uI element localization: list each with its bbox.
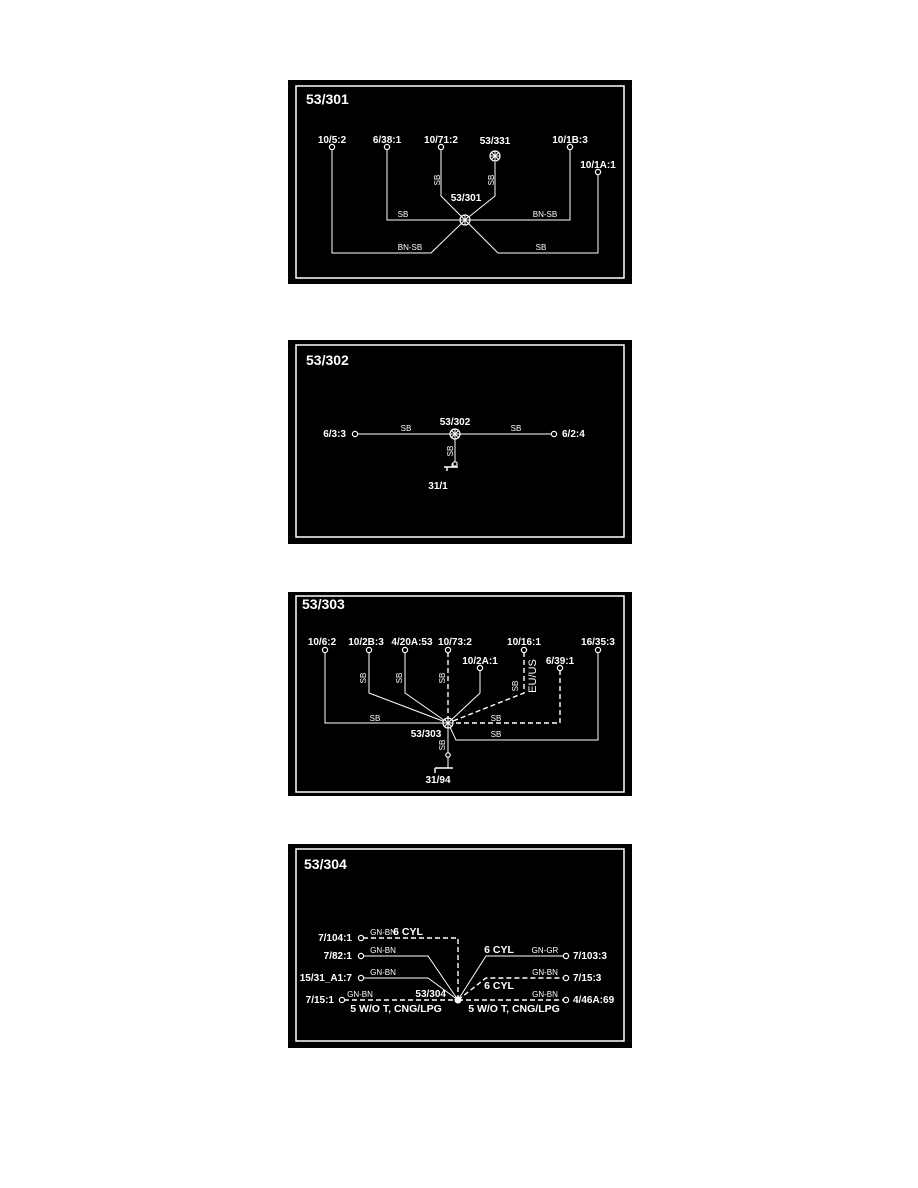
wire-4-20a-53 xyxy=(405,652,448,723)
diagram-panel-53-303 xyxy=(288,592,632,796)
wire-color: SB xyxy=(487,174,496,186)
connector-terminal xyxy=(521,647,526,652)
connector-terminal xyxy=(446,753,450,757)
connector-label: 10/16:1 xyxy=(507,637,541,648)
wire-10-2b-3 xyxy=(369,652,448,723)
connector-label: 16/35:3 xyxy=(581,637,615,648)
connector-label: 4/20A:53 xyxy=(391,637,433,648)
connector-label: 7/15:3 xyxy=(573,973,602,984)
wire-color: SB xyxy=(438,739,447,751)
panel-title: 53/304 xyxy=(304,856,347,872)
wire-color: SB xyxy=(369,714,381,723)
diagram-panel-53-302 xyxy=(288,340,632,544)
panel-title: 53/301 xyxy=(306,91,349,107)
connector-label: 6/39:1 xyxy=(545,656,575,667)
wiring-diagram-53-302 xyxy=(288,340,632,544)
wiring-diagram-53-301 xyxy=(288,80,632,284)
connector-terminal xyxy=(563,997,568,1002)
connector-terminal xyxy=(358,975,363,980)
condition-label: 6 CYL xyxy=(484,944,514,956)
splice-icon xyxy=(455,997,462,1004)
connector-label: 53/331 xyxy=(479,136,511,147)
wire-10-2a-1 xyxy=(448,670,480,723)
wire-color: BN-SB xyxy=(397,243,423,252)
condition-label: 5 W/O T, CNG/LPG xyxy=(350,1003,442,1015)
splice-label: 53/304 xyxy=(415,989,446,1000)
wire-6-39-1 xyxy=(448,670,560,723)
ground-icon xyxy=(444,467,458,471)
variant-label: EU/US xyxy=(527,659,539,693)
wire-10-5-2 xyxy=(332,149,465,253)
connector-label: 10/5:2 xyxy=(317,135,347,146)
connector-label: 6/2:4 xyxy=(562,429,585,440)
panel-title: 53/302 xyxy=(306,352,349,368)
connector-label: 10/1B:3 xyxy=(552,135,588,146)
wire-color: GN-BN xyxy=(532,990,558,999)
wire-color: SB xyxy=(400,424,412,433)
splice-icon xyxy=(450,429,460,439)
connector-label: 6/3:3 xyxy=(323,429,346,440)
connector-label: 7/103:3 xyxy=(573,951,607,962)
panel-border xyxy=(296,86,624,278)
wire-color: SB xyxy=(433,174,442,186)
splice-icon xyxy=(490,151,500,161)
connector-label: 4/46A:69 xyxy=(573,995,615,1006)
panel-border xyxy=(296,345,624,537)
connector-terminal xyxy=(445,647,450,652)
wire-10-71-2 xyxy=(441,149,465,220)
connector-label: 10/1A:1 xyxy=(580,160,616,171)
panel-border xyxy=(296,849,624,1041)
wire-color: GN-BN xyxy=(370,946,396,955)
wire-color: SB xyxy=(446,445,455,457)
connector-label: 10/71:2 xyxy=(424,135,458,146)
wire-color: SB xyxy=(510,424,522,433)
connector-terminal xyxy=(322,647,327,652)
connector-terminal xyxy=(358,935,363,940)
connector-label: 10/2B:3 xyxy=(348,637,384,648)
connector-label: 6/38:1 xyxy=(372,135,402,146)
connector-terminal xyxy=(339,997,344,1002)
wire-color: GN-GR xyxy=(531,946,559,955)
splice-icon xyxy=(460,215,470,225)
splice-icon xyxy=(443,718,453,728)
connector-label: 15/31_A1:7 xyxy=(299,973,352,984)
connector-terminal xyxy=(402,647,407,652)
condition-label: 6 CYL xyxy=(393,926,423,938)
wire-color: SB xyxy=(397,210,409,219)
diagram-panel-53-301 xyxy=(288,80,632,284)
wire-53-331 xyxy=(465,162,495,220)
panel-border xyxy=(296,596,624,792)
wire-color: SB xyxy=(535,243,547,252)
connector-label: 7/15:1 xyxy=(305,995,334,1006)
connector-label: 10/2A:1 xyxy=(462,656,498,667)
ground-icon xyxy=(435,768,453,773)
condition-label: 5 W/O T, CNG/LPG xyxy=(468,1003,560,1015)
splice-label: 53/303 xyxy=(410,729,442,740)
splice-label: 53/301 xyxy=(450,193,482,204)
condition-label: 6 CYL xyxy=(484,980,514,992)
wire-10-1a-1 xyxy=(465,174,598,253)
wire-color: GN-BN xyxy=(370,968,396,977)
diagram-panel-53-304 xyxy=(288,844,632,1048)
wiring-diagram-53-304 xyxy=(288,844,632,1048)
wire-10-6-2 xyxy=(325,652,448,723)
panel-title: 53/303 xyxy=(302,596,345,612)
wire-color: SB xyxy=(438,672,447,684)
connector-terminal xyxy=(551,431,556,436)
wire-color: SB xyxy=(490,714,502,723)
connector-terminal xyxy=(563,953,568,958)
connector-terminal xyxy=(358,953,363,958)
connector-terminal xyxy=(595,647,600,652)
wire-color: GN-BN xyxy=(532,968,558,977)
connector-terminal xyxy=(352,431,357,436)
wire-color: SB xyxy=(395,672,404,684)
wire-color: SB xyxy=(511,680,520,692)
ground-label: 31/94 xyxy=(425,775,451,786)
wire-color: SB xyxy=(490,730,502,739)
splice-label: 53/302 xyxy=(439,417,471,428)
wire-color: BN-SB xyxy=(532,210,558,219)
wire-color: GN-BN xyxy=(347,990,373,999)
connector-label: 10/6:2 xyxy=(307,637,337,648)
wire-color: SB xyxy=(359,672,368,684)
connector-label: 10/73:2 xyxy=(438,637,472,648)
connector-terminal xyxy=(563,975,568,980)
connector-label: 7/104:1 xyxy=(318,933,352,944)
connector-label: 7/82:1 xyxy=(323,951,352,962)
connector-terminal xyxy=(366,647,371,652)
wire-color: GN-BN xyxy=(370,928,396,937)
ground-label: 31/1 xyxy=(428,481,448,492)
wiring-diagram-53-303 xyxy=(288,592,632,796)
connector-terminal xyxy=(453,462,457,466)
